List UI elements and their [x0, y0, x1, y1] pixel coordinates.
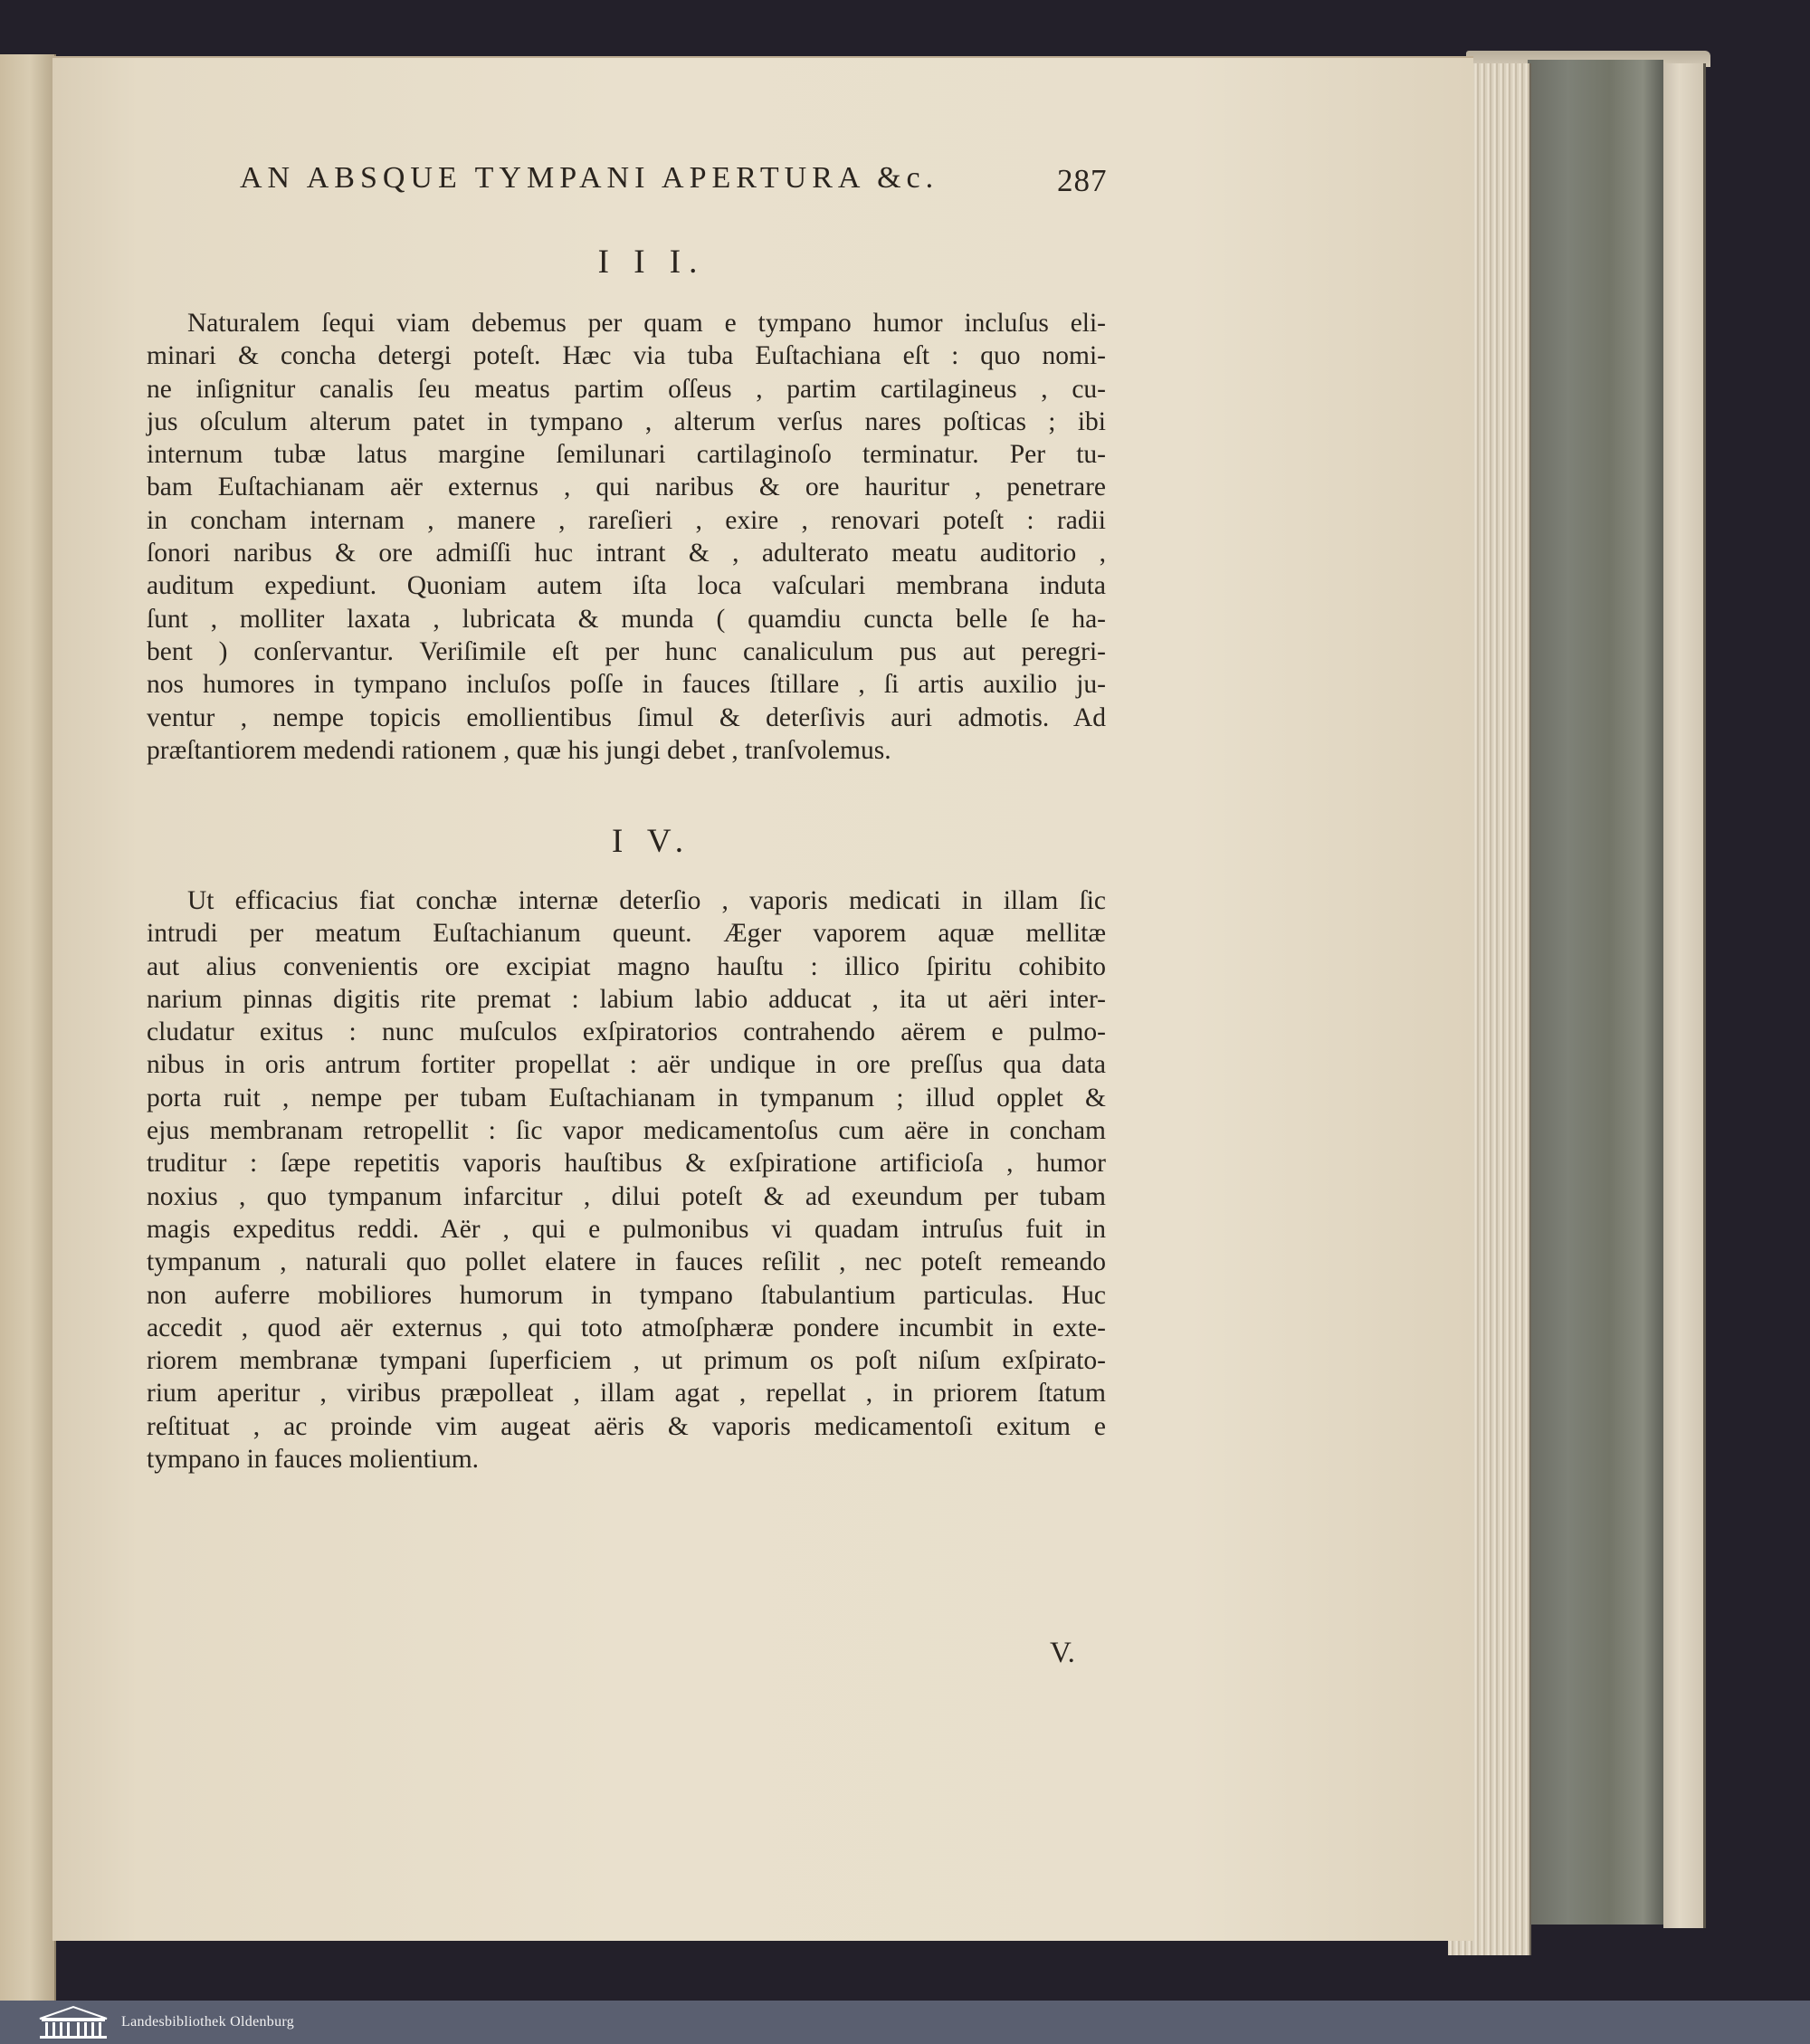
text-line: riorem membranæ tympani ſuperficiem , ut primum os poſt niſum exſpirato-	[147, 1346, 1106, 1376]
running-head-title: AN ABSQUE TYMPANI APERTURA &c.	[240, 161, 939, 195]
section-heading-3: I I I.	[597, 244, 706, 281]
text-line: truditur : ſæpe repetitis vaporis hauſtibus & exſpiratione artificioſa , humor	[147, 1149, 1106, 1179]
text-line: bam Euſtachianam aër externus , qui naribus & ore hauritur , penetrare	[147, 473, 1106, 502]
text-line: aut alius convenientis ore excipiat magno hauſtu : illico ſpiritu cohibito	[147, 951, 1106, 981]
section-4-paragraph	[147, 884, 1106, 1476]
library-building-logo-icon	[36, 2004, 110, 2040]
text-line: intrudi per meatum Euſtachianum queunt. Æger vaporem aquæ mellitæ	[147, 919, 1106, 949]
text-line: magis expeditus reddi. Aër , qui e pulmonibus vi quadam intruſus fuit in	[147, 1214, 1106, 1244]
book-fore-edge	[1663, 63, 1706, 1928]
text-line: præſtantiorem medendi rationem , quæ his jungi debet , tranſvolemus.	[147, 735, 891, 765]
text-line: bent ) conſervantur. Veriſimile eſt per hunc canaliculum pus aut peregri-	[147, 636, 1106, 666]
text-line: ventur , nempe topicis emollientibus ſimul & deterſivis auri admotis. Ad	[147, 702, 1106, 732]
text-line: Ut efficacius fiat conchæ internæ deterſio , vaporis medicati in illam ſic	[187, 886, 1106, 915]
section-heading-4: I V.	[611, 823, 692, 860]
text-line: cludatur exitus : nunc muſculos exſpiratorios contrahendo aërem e pulmo-	[147, 1017, 1106, 1047]
footer-bar	[0, 2001, 1810, 2044]
facing-page-edge	[0, 54, 56, 2001]
page-number: 287	[1057, 163, 1108, 198]
section-3-paragraph	[147, 307, 1106, 767]
footer-library-name: Landesbibliothek Oldenburg	[121, 2014, 295, 2030]
text-line: ſonori naribus & ore admiſſi huc intrant & , adulterato meatu auditorio ,	[147, 539, 1106, 568]
text-line: in concham internam , manere , rareſieri , exire , renovari poteſt : radii	[147, 505, 1106, 535]
text-line: ejus membranam retropellit : ſic vapor medicamentoſus cum aëre in concham	[147, 1116, 1106, 1146]
text-line: nibus in oris antrum fortiter propellat : aër undique in ore preſſus qua data	[147, 1050, 1106, 1080]
text-line: narium pinnas digitis rite premat : labium labio adducat , ita ut aëri inter-	[147, 984, 1106, 1014]
text-line: noxius , quo tympanum infarcitur , dilui poteſt & ad exeundum per tubam	[147, 1181, 1106, 1211]
text-line: tympano in fauces molientium.	[147, 1445, 480, 1475]
text-line: jus oſculum alterum patet in tympano , alterum verſus nares poſticas ; ibi	[147, 406, 1106, 436]
book-block-edge	[1528, 60, 1663, 1925]
text-line: ſunt , molliter laxata , lubricata & munda ( quamdiu cuncta belle ſe ha-	[147, 604, 1106, 634]
text-line: accedit , quod aër externus , qui toto atmoſphæræ pondere incumbit in exte-	[147, 1313, 1106, 1342]
running-head	[240, 161, 1109, 196]
text-line: internum tubæ latus margine ſemilunari cartilaginoſo terminatur. Per tu-	[147, 440, 1106, 470]
text-line: porta ruit , nempe per tubam Euſtachianam in tympanum ; illud opplet &	[147, 1083, 1106, 1113]
text-line: tympanum , naturali quo pollet elatere in fauces reſilit , nec poteſt remeando	[147, 1247, 1106, 1277]
text-line: ne inſignitur canalis ſeu meatus partim oſſeus , partim cartilagineus , cu-	[147, 374, 1106, 404]
text-line: Naturalem ſequi viam debemus per quam e tympano humor incluſus eli-	[187, 309, 1106, 338]
text-line: auditum expediunt. Quoniam autem iſta loca vaſculari membrana induta	[147, 571, 1106, 601]
text-line: rium aperitur , viribus præpolleat , illam agat , repellat , in priorem ſtatum	[147, 1379, 1106, 1409]
text-line: non auferre mobiliores humorum in tympano ſtabulantium particulas. Huc	[147, 1280, 1106, 1310]
catchword: V.	[1050, 1637, 1075, 1669]
text-line: minari & concha detergi poteſt. Hæc via tuba Euſtachiana eſt : quo nomi-	[147, 341, 1106, 371]
text-line: nos humores in tympano incluſos poſſe in fauces ſtillare , ſi artis auxilio ju-	[147, 670, 1106, 700]
text-line: reſtituat , ac proinde vim augeat aëris & vaporis medicamentoſi exitum e	[147, 1411, 1106, 1441]
